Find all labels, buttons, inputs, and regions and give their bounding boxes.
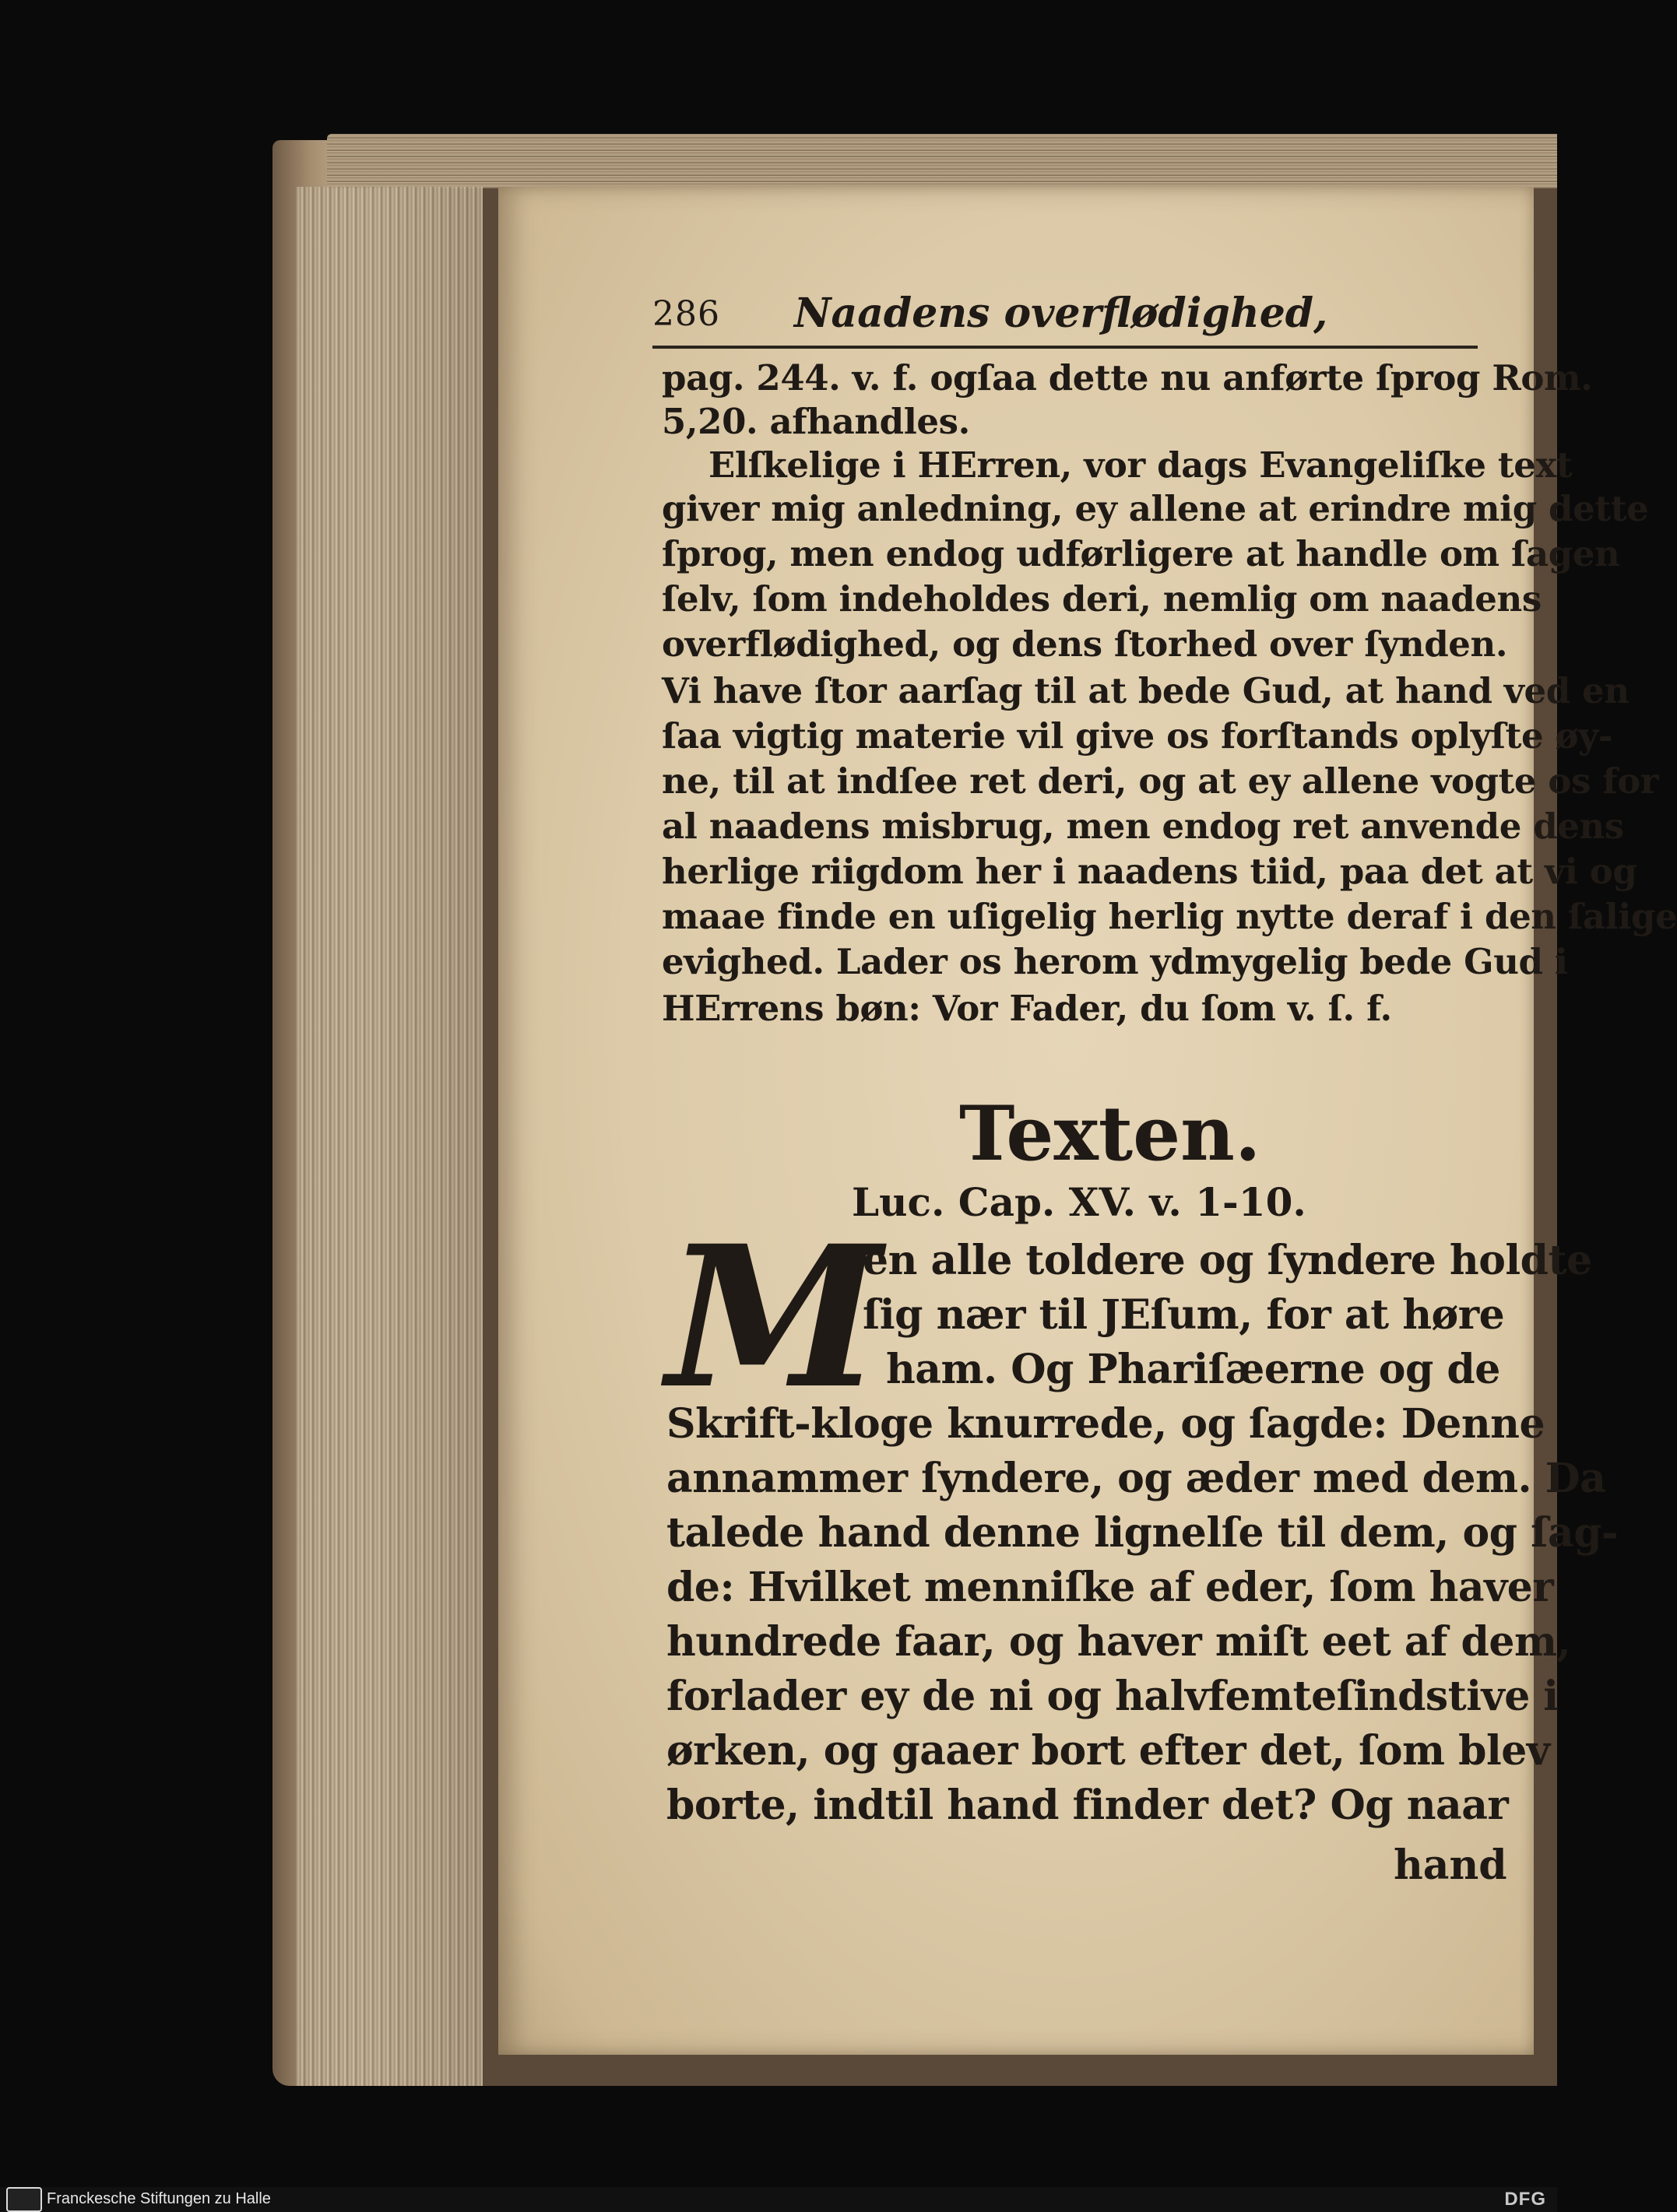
body-line: Vi have ſtor aarſag til at bede Gud, at hand ved en: [662, 670, 1630, 711]
institution-logo-icon: [6, 2187, 42, 2212]
section-heading: Texten.: [959, 1090, 1261, 1178]
body-line: herlige riigdom her i naadens tiid, paa det at vi og: [662, 851, 1637, 892]
footer-bar: [0, 2187, 1557, 2212]
body-line: overflødighed, og dens ſtorhed over ſynden.: [662, 623, 1508, 665]
passage-line: annammer ſyndere, og æder med dem. Da: [666, 1455, 1606, 1502]
body-line: HErrens bøn: Vor Fader, du ſom v. ſ. f.: [662, 988, 1392, 1029]
passage-line: de: Hvilket menniſke af eder, ſom haver: [666, 1564, 1554, 1611]
body-line: ne, til at indſee ret deri, og at ey allene vogte os for: [662, 760, 1659, 802]
body-line: giver mig anledning, ey allene at erindre mig dette: [662, 488, 1649, 529]
scripture-reference: Luc. Cap. XV. v. 1-10.: [852, 1179, 1306, 1225]
catchword: hand: [1394, 1842, 1507, 1889]
body-line: maae finde en uſigelig herlig nytte deraf i den ſalige: [662, 896, 1677, 937]
passage-line: borte, indtil hand finder det? Og naar: [666, 1782, 1509, 1829]
dfg-logo: DFG: [1504, 2189, 1546, 2210]
body-line: 5,20. afhandles.: [662, 401, 970, 442]
body-line: al naadens misbrug, men endog ret anvende dens: [662, 806, 1624, 847]
passage-line: ſig nær til JEſum, for at høre: [863, 1291, 1505, 1339]
passage-line: en alle toldere og ſyndere holdte: [863, 1237, 1592, 1284]
body-line: ſprog, men endog udførligere at handle om ſagen: [662, 533, 1620, 574]
passage-line: forlader ey de ni og halvfemteſindstive i: [666, 1673, 1559, 1720]
running-head: [652, 290, 1478, 349]
drop-cap: M: [666, 1203, 882, 1431]
page-edges: [296, 187, 483, 2086]
institution-name: Franckesche Stiftungen zu Halle: [47, 2190, 271, 2207]
body-line: evighed. Lader os herom ydmygelig bede Gud i: [662, 941, 1568, 982]
running-title: Naadens overflødighed,: [794, 290, 1328, 337]
body-line: Elſkelige i HErren, vor dags Evangeliſke text: [708, 444, 1573, 486]
passage-line: talede hand denne lignelſe til dem, og ſag-: [666, 1509, 1619, 1557]
book-top-edge: [327, 134, 1557, 188]
passage-line: Skrift-kloge knurrede, og ſagde: Denne: [666, 1400, 1545, 1448]
passage-line: hundrede faar, og haver miſt eet af dem,: [666, 1618, 1571, 1666]
passage-line: ham. Og Phariſæerne og de: [886, 1346, 1500, 1393]
body-line: ſaa vigtig materie vil give os forſtands oplyſte øy-: [662, 715, 1613, 757]
page-number: 286: [652, 294, 720, 334]
passage-line: ørken, og gaaer bort efter det, ſom blev: [666, 1727, 1550, 1775]
body-line: ſelv, ſom indeholdes deri, nemlig om naadens: [662, 578, 1542, 620]
body-line: pag. 244. v. f. ogſaa dette nu anførte ſprog Rom.: [662, 357, 1593, 399]
